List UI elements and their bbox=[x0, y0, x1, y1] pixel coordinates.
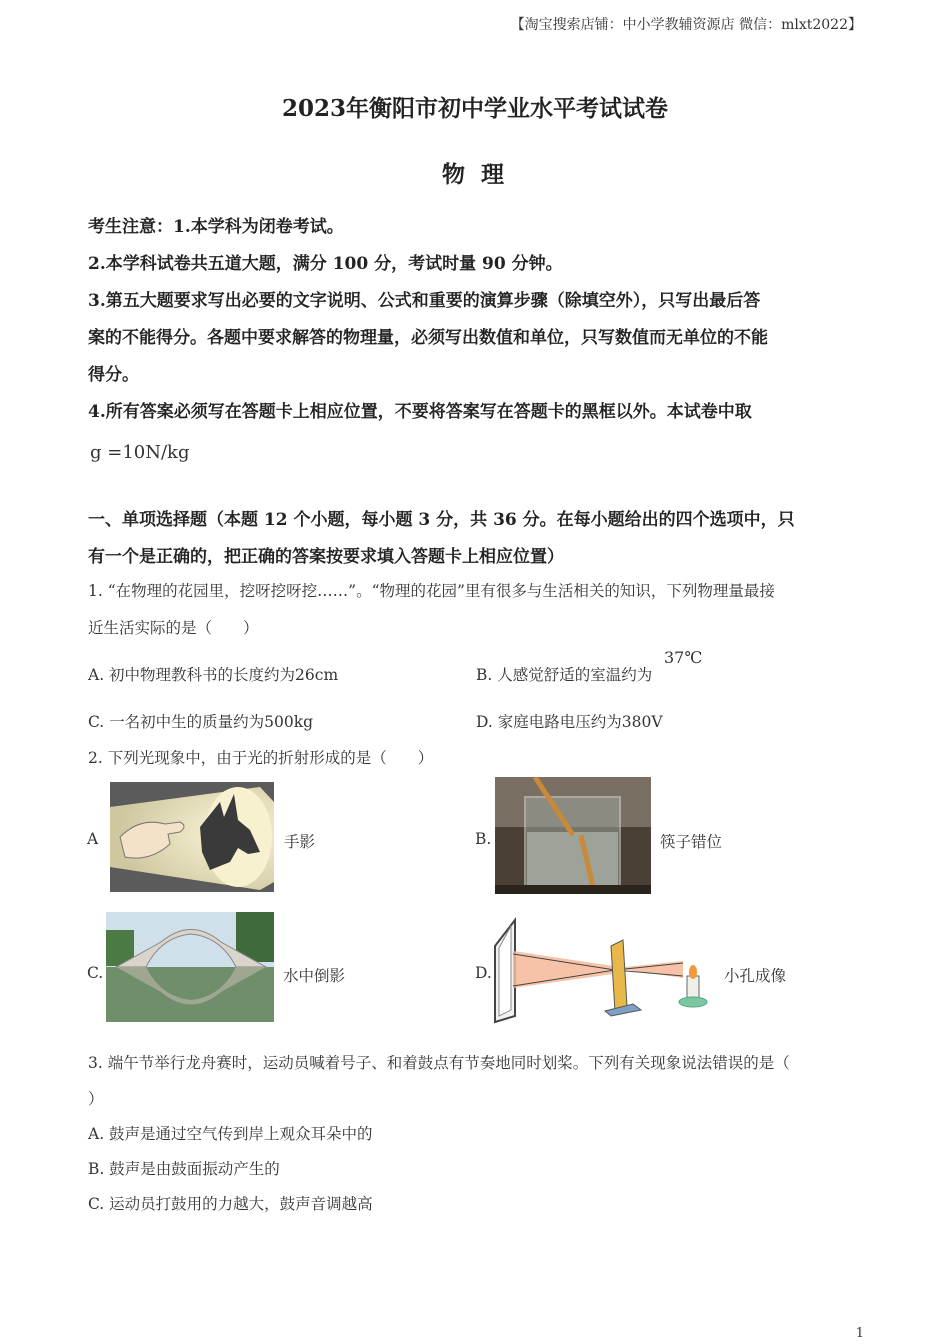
notice-line-4: 案的不能得分。各题中要求解答的物理量，必须写出数值和单位，只写数值而无单位的不能 bbox=[88, 328, 768, 348]
q1-option-a: A. 初中物理教科书的长度约为26cm bbox=[88, 666, 339, 684]
q1-stem-2: 近生活实际的是（ ） bbox=[88, 619, 259, 637]
page-number: 1 bbox=[855, 1326, 864, 1341]
q2-option-c-text: 水中倒影 bbox=[283, 967, 346, 985]
pinhole-camera-image bbox=[493, 916, 715, 1024]
q3-stem-2: ） bbox=[88, 1090, 104, 1108]
q1-option-b: B. 人感觉舒适的室温约为 bbox=[476, 666, 653, 684]
notice-line-6: 4.所有答案必须写在答题卡上相应位置，不要将答案写在答题卡的黑框以外。本试卷中取 bbox=[88, 402, 752, 422]
q2-option-d-text: 小孔成像 bbox=[724, 967, 787, 985]
notice-line-2: 2.本学科试卷共五道大题，满分 100 分，考试时量 90 分钟。 bbox=[88, 254, 563, 274]
q1-option-c: C. 一名初中生的质量约为500kg bbox=[88, 713, 314, 731]
q3-option-a: A. 鼓声是通过空气传到岸上观众耳朵中的 bbox=[88, 1125, 373, 1143]
q2-option-c-letter: C. bbox=[87, 964, 104, 982]
q2-option-a-letter: A bbox=[87, 830, 99, 848]
section1-heading-1: 一、单项选择题（本题 12 个小题，每小题 3 分，共 36 分。在每小题给出的四个选项中，只 bbox=[88, 510, 795, 530]
subject-title: 物 理 bbox=[441, 161, 508, 188]
q2-option-b-letter: B. bbox=[475, 830, 492, 848]
gravity-formula: g =10N/kg bbox=[90, 442, 190, 463]
q3-option-c: C. 运动员打鼓用的力越大，鼓声音调越高 bbox=[88, 1195, 373, 1213]
q3-stem-1: 3. 端午节举行龙舟赛时，运动员喊着号子、和着鼓点有节奏地同时划桨。下列有关现象说法错误的是（ bbox=[88, 1054, 790, 1072]
q2-option-d-letter: D. bbox=[475, 964, 492, 982]
section1-heading-2: 有一个是正确的，把正确的答案按要求填入答题卡上相应位置） bbox=[88, 547, 564, 567]
q2-option-b-text: 筷子错位 bbox=[660, 833, 723, 851]
notice-line-3: 3.第五大题要求写出必要的文字说明、公式和重要的演算步骤（除填空外），只写出最后答 bbox=[88, 291, 761, 311]
q2-option-a-text: 手影 bbox=[284, 833, 316, 851]
q2-stem: 2. 下列光现象中，由于光的折射形成的是（ ） bbox=[88, 749, 434, 767]
header-note: 【淘宝搜索店铺：中小学教辅资源店 微信：mlxt2022】 bbox=[510, 17, 862, 33]
page-title: 2023年衡阳市初中学业水平考试试卷 bbox=[281, 95, 668, 122]
hand-shadow-image bbox=[110, 782, 274, 892]
q1-option-b-value: 37℃ bbox=[664, 648, 703, 667]
chopstick-glass-image bbox=[495, 777, 651, 894]
notice-line-5: 得分。 bbox=[88, 365, 139, 385]
notice-line-1: 考生注意：1.本学科为闭卷考试。 bbox=[88, 217, 344, 237]
q1-stem-1: 1. “在物理的花园里，挖呀挖呀挖……”。“物理的花园”里有很多与生活相关的知识，下列物理量最接 bbox=[88, 582, 775, 600]
q3-option-b: B. 鼓声是由鼓面振动产生的 bbox=[88, 1160, 280, 1178]
bridge-reflection-image bbox=[106, 912, 274, 1022]
q1-option-d: D. 家庭电路电压约为380V bbox=[476, 713, 663, 731]
